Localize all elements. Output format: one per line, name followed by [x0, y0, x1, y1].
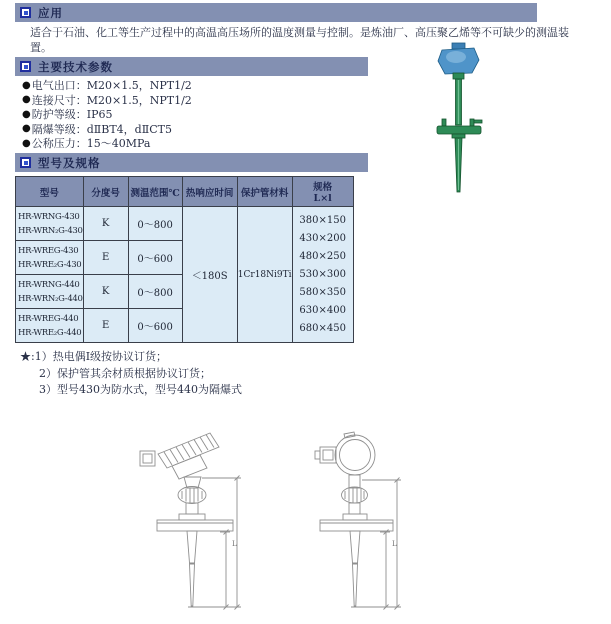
range-cell: 0～800 — [128, 207, 182, 241]
parameter-item — [22, 122, 192, 137]
table-header-row — [16, 177, 354, 207]
parameter-text: 连接尺寸：M20×1.5，NPT1/2 — [31, 93, 192, 107]
range-cell: 0～600 — [128, 309, 182, 343]
model-name: HR-WRE₂G-430 — [18, 259, 82, 270]
note-text: 1）热电偶Ⅰ级按协议订货； — [34, 350, 168, 363]
model-cell — [16, 207, 84, 241]
section-band-application — [15, 3, 537, 22]
parameter-text: 公称压力：15～40MPa — [31, 137, 151, 151]
bullet-dot-icon: ● — [22, 123, 31, 135]
response-time-cell: ＜180S — [182, 207, 237, 343]
model-name: HR-WRNG-440 — [18, 279, 80, 290]
note-line: 3）型号430为防水式，型号440为隔爆式 — [39, 383, 242, 396]
graduation-cell: E — [83, 309, 128, 343]
parameter-text: 隔爆等级：dⅡBT4，dⅡCT5 — [31, 122, 172, 136]
model-name: HR-WREG-440 — [18, 313, 79, 324]
parameters-title: 主要技术参数 — [38, 59, 113, 74]
application-title: 应用 — [38, 5, 63, 20]
col-header-model: 型号 — [16, 177, 84, 207]
spec-value: 580×350 — [299, 287, 346, 299]
col-header-material: 保护管材料 — [237, 177, 292, 207]
parameter-item — [22, 93, 192, 108]
parameters-list — [22, 78, 192, 151]
model-name: HR-WRNG-430 — [18, 211, 80, 222]
col-header-graduation: 分度号 — [83, 177, 128, 207]
spec-value: 530×300 — [299, 269, 346, 280]
parameter-text: 防护等级：IP65 — [31, 108, 113, 122]
models-title: 型号及规格 — [38, 155, 101, 170]
graduation-cell: E — [83, 241, 128, 275]
application-paragraph: 适合于石油、化工等生产过程中的高温高压场所的温度测量与控制。是炼油厂、高压聚乙烯等不可缺少的测温装置。 — [30, 26, 569, 54]
dimension-label: L — [392, 540, 397, 548]
model-name: HR-WRN₂G-430 — [18, 225, 83, 236]
col-header-spec — [292, 177, 353, 207]
bullet-dot-icon: ● — [22, 137, 31, 149]
spec-value: 480×250 — [299, 250, 346, 262]
table-row — [16, 207, 354, 241]
spec-list — [293, 208, 353, 342]
dimension-label: L — [232, 540, 237, 548]
note-line — [20, 349, 242, 366]
note-line: 2）保护管其余材质根据协议订货； — [39, 366, 211, 380]
section-square-icon — [20, 157, 31, 168]
parameter-item — [22, 107, 192, 122]
model-name: HR-WREG-430 — [18, 245, 79, 256]
star-icon: ★: — [20, 350, 35, 363]
model-cell — [16, 241, 84, 275]
notes-block — [20, 349, 242, 399]
col-header-range: 测温范围℃ — [128, 177, 182, 207]
model-cell — [16, 275, 84, 309]
spec-value: 630×400 — [299, 305, 346, 317]
bullet-dot-icon: ● — [22, 108, 31, 120]
range-cell: 0～800 — [128, 275, 182, 309]
col-header-spec-line1: 规格 — [313, 182, 333, 193]
spec-cell — [292, 207, 353, 343]
bullet-dot-icon: ● — [22, 79, 31, 91]
model-name: HR-WRN₂G-440 — [18, 293, 83, 304]
models-table — [15, 176, 354, 343]
spec-value: 380×150 — [299, 214, 346, 226]
tube-material-cell: 1Cr18Ni9Ti — [237, 207, 292, 343]
bullet-dot-icon: ● — [22, 94, 31, 106]
graduation-cell: K — [83, 275, 128, 309]
graduation-cell: K — [83, 207, 128, 241]
parameter-text: 电气出口：M20×1.5，NPT1/2 — [31, 79, 192, 93]
drawing-round-head-thermocouple — [298, 426, 483, 618]
range-cell: 0～600 — [128, 241, 182, 275]
spec-value: 430×200 — [299, 232, 346, 244]
model-name: HR-WRE₂G-440 — [18, 327, 82, 338]
section-square-icon — [20, 7, 31, 18]
parameter-item — [22, 78, 192, 93]
col-header-response: 热响应时间 — [182, 177, 237, 207]
drawing-angled-head-thermocouple — [122, 426, 302, 618]
product-photo — [430, 42, 490, 202]
section-band-models — [15, 153, 368, 172]
model-cell — [16, 309, 84, 343]
parameter-item — [22, 136, 192, 151]
section-square-icon — [20, 61, 31, 72]
spec-value: 680×450 — [299, 323, 346, 335]
section-band-parameters — [15, 57, 368, 76]
col-header-spec-line2: L×l — [313, 193, 332, 204]
